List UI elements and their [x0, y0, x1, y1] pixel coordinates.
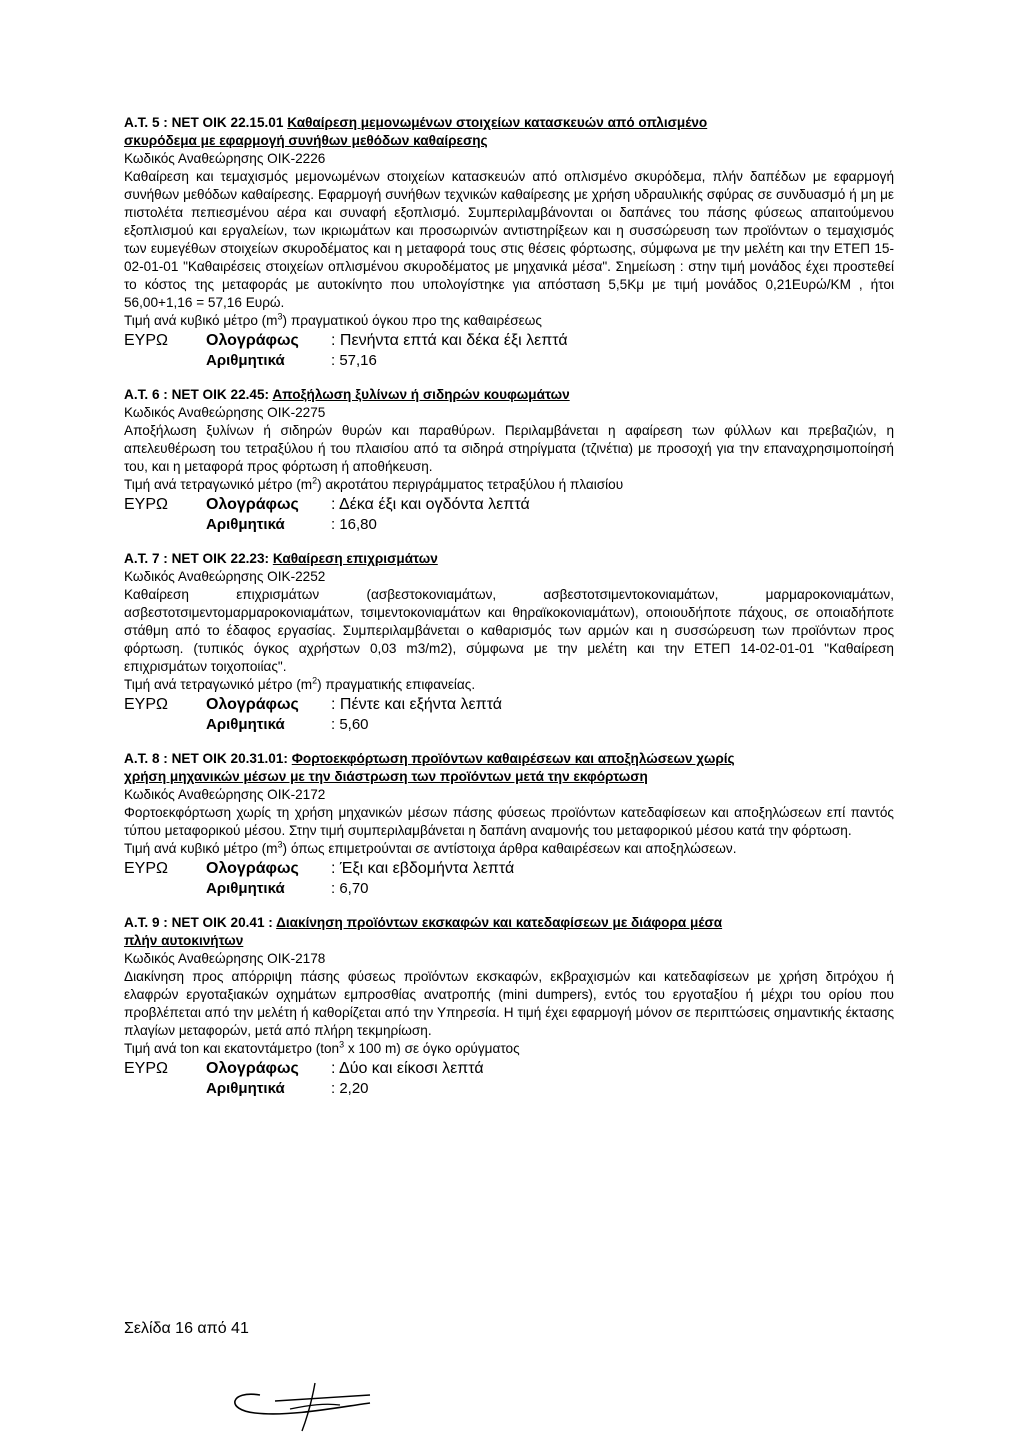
revision-code: Κωδικός Αναθεώρησης ΟΙΚ-2275: [124, 405, 326, 420]
unit-pre: Τιμή ανά κυβικό μέτρο (m: [124, 313, 278, 328]
unit-sup: 3: [277, 311, 283, 322]
item-title-cont: χρήση μηχανικών μέσων με την διάστρωση των προϊόντων μετά την εκφόρτωση: [124, 769, 648, 784]
item-description: Καθαίρεση και τεμαχισμός μεμονωμένων στοιχείων κατασκευών από οπλισμένο σκυρόδεμα, πλήν δαπέδων με εφαρμογή συνήθων μεθόδων καθαίρεσης. Εφαρμογή συνήθων τεχνικών καθαίρεσης με χρήση υδραυλικής σφύρας σε συνδυασμό ή μη με πιστολέτα πεπιεσμένου αέρα και συναφή εξοπλισμό. Συμπεριλαμβάνονται οι δαπάνες του πάσης φύσεως απαιτούμενου εξοπλισμού και εργαλείων, των ικριωμάτων και προσωρινών αντιστηρίξεων και η συσσώρευση των προϊόντων ο τεμαχισμός των ευμεγέθων στοιχείων σκυροδέματος και η μεταφορά τους στις θέσεις φόρτωσης, σύμφωνα με την μελέτη και την ΕΤΕΠ 15-02-01-01 "Καθαιρέσεις στοιχείων οπλισμένου σκυροδέματος με μηχανικά μέσα". Σημείωση : στην τιμή μονάδος έχει προστεθεί το κόστος της μεταφοράς με αυτοκίνητο που υπολογίστηκε για απόσταση 5,5Κμ με τιμή μονάδος 0,21Ευρώ/ΚΜ , ήτοι 56,00+1,16 = 57,16 Ευρώ.: [124, 169, 894, 310]
unit-sup: 2: [312, 675, 318, 686]
number-value: : 5,60: [331, 716, 369, 733]
item-title: Διακίνηση προϊόντων εκσκαφών και κατεδαφίσεων με διάφορα μέσα: [276, 915, 723, 930]
words-label: Ολογράφως: [206, 332, 299, 349]
words-label: Ολογράφως: [206, 1060, 299, 1077]
number-label: Αριθμητικά: [206, 1080, 285, 1097]
price-number-row: [124, 880, 894, 898]
item-description: Αποξήλωση ξυλίνων ή σιδηρών θυρών και παραθύρων. Περιλαμβάνεται η αφαίρεση των φύλλων και πρεβαζιών, η απελευθέρωση του τετραξύλου ή του πλαισίου από τα σιδηρά στηρίγματα (τζινέτια) με προσοχή για την επαναχρησιμοποίησή του, και η μεταφορά προς φόρτωση ή αποθήκευση.: [124, 423, 894, 474]
unit-line: [124, 312, 894, 330]
document-body: [124, 114, 894, 1114]
words-label: Ολογράφως: [206, 496, 299, 513]
revision-code: Κωδικός Αναθεώρησης ΟΙΚ-2172: [124, 787, 326, 802]
item-title: Φορτοεκφόρτωση προϊόντων καθαιρέσεων και αποξηλώσεων χωρίς: [291, 751, 735, 766]
unit-post: ) πραγματικής επιφανείας.: [317, 677, 476, 692]
item-heading: [124, 914, 894, 950]
words-label: Ολογράφως: [206, 860, 299, 877]
words-label: Ολογράφως: [206, 696, 299, 713]
item-title-cont: σκυρόδεμα με εφαρμογή συνήθων μεθόδων καθαίρεσης: [124, 133, 488, 148]
price-number-row: [124, 1080, 894, 1098]
price-item: [124, 914, 894, 1098]
number-value: : 16,80: [331, 516, 377, 533]
unit-pre: Τιμή ανά ton και εκατοντάμετρο (ton: [124, 1041, 340, 1056]
unit-sup: 3: [339, 1039, 345, 1050]
item-heading: [124, 550, 894, 568]
currency-label: ΕΥΡΩ: [124, 1060, 168, 1077]
item-description: Φορτοεκφόρτωση χωρίς τη χρήση μηχανικών μέσων πάσης φύσεως προϊόντων κατεδαφίσεων και αποξηλώσεων επί παντός τύπου μεταφορικού μέσου. Στην τιμή συμπεριλαμβάνεται η δαπάνη αναμονής του μεταφορικού μέσου κατά την φόρτωση.: [124, 805, 894, 838]
item-description: Διακίνηση προς απόρριψη πάσης φύσεως προϊόντων εκσκαφών, εκβραχισμών και κατεδαφίσεων με χρήση διτρόχου ή ελαφρών εργοταξιακών οχημάτων εμπροσθίας ανατροπής (mini dumpers), εντός του εργοταξίου ή μέχρι του ορίου που προβλέπεται από την μελέτη ή καθορίζεται από την Υπηρεσία. Η τιμή έχει εφαρμογή μόνον σε περιπτώσεις σημαντικής έκτασης πλαγίων μεταφορών, μετά από πλήρη τεκμηρίωση.: [124, 969, 894, 1038]
number-label: Αριθμητικά: [206, 352, 285, 369]
price-item: [124, 750, 894, 898]
unit-pre: Τιμή ανά κυβικό μέτρο (m: [124, 841, 278, 856]
revision-code: Κωδικός Αναθεώρησης ΟΙΚ-2226: [124, 151, 326, 166]
number-label: Αριθμητικά: [206, 716, 285, 733]
item-description: Καθαίρεση επιχρισμάτων (ασβεστοκονιαμάτων, ασβεστοτσιμεντοκονιαμάτων, μαρμαροκονιαμάτων, ασβεστοτσιμεντομαρμαροκονιαμάτων, τσιμεντοκονιαμάτων και θηραϊκοκονιαμάτων), οποιουδήποτε πάχους, σε οποιαδήποτε στάθμη από το έδαφος εργασίας. Συμπεριλαμβάνεται ο καθαρισμός των αρμών και η συσσώρευση των προϊόντων προς φόρτωση. (τυπικός όγκος αχρήστων 0,03 m3/m2), σύμφωνα με την μελέτη και την ΕΤΕΠ 14-02-01-01 "Καθαίρεση επιχρισμάτων τοιχοποιίας".: [124, 587, 894, 674]
words-value: : Πενήντα επτά και δέκα έξι λεπτά: [331, 332, 568, 349]
price-number-row: [124, 352, 894, 370]
currency-label: ΕΥΡΩ: [124, 696, 168, 713]
words-value: : Πέντε και εξήντα λεπτά: [331, 696, 503, 713]
item-title: Καθαίρεση μεμονωμένων στοιχείων κατασκευών από οπλισμένο: [287, 115, 708, 130]
price-number-row: [124, 516, 894, 534]
unit-post: ) ακροτάτου περιγράμματος τετραξύλου ή πλαισίου: [317, 477, 624, 492]
unit-pre: Τιμή ανά τετραγωνικό μέτρο (m: [124, 477, 313, 492]
item-code: Α.Τ. 9 : ΝΕΤ ΟΙΚ 20.41 :: [124, 915, 273, 930]
item-title: Αποξήλωση ξυλίνων ή σιδηρών κουφωμάτων: [272, 387, 570, 402]
unit-line: [124, 1040, 894, 1058]
number-value: : 6,70: [331, 880, 369, 897]
currency-label: ΕΥΡΩ: [124, 860, 168, 877]
unit-sup: 3: [277, 839, 283, 850]
unit-line: [124, 476, 894, 494]
unit-line: [124, 840, 894, 858]
words-value: : Δύο και είκοσι λεπτά: [331, 1060, 484, 1077]
words-value: : Δέκα έξι και ογδόντα λεπτά: [331, 496, 530, 513]
item-heading: [124, 386, 894, 404]
page-number: Σελίδα 16 από 41: [124, 1320, 249, 1337]
unit-post: ) πραγματικού όγκου προ της καθαιρέσεως: [282, 313, 542, 328]
item-code: Α.Τ. 7 : ΝΕΤ ΟΙΚ 22.23:: [124, 551, 270, 566]
item-heading: [124, 114, 894, 150]
currency-label: ΕΥΡΩ: [124, 332, 168, 349]
words-value: : Έξι και εβδομήντα λεπτά: [331, 860, 515, 877]
price-words-row: [124, 696, 894, 714]
revision-code: Κωδικός Αναθεώρησης ΟΙΚ-2178: [124, 951, 326, 966]
item-title: Καθαίρεση επιχρισμάτων: [272, 551, 438, 566]
unit-post: x 100 m) σε όγκο ορύγματος: [344, 1041, 520, 1056]
price-item: [124, 550, 894, 734]
unit-pre: Τιμή ανά τετραγωνικό μέτρο (m: [124, 677, 313, 692]
currency-label: ΕΥΡΩ: [124, 496, 168, 513]
item-heading: [124, 750, 894, 786]
price-words-row: [124, 1060, 894, 1078]
item-code: Α.Τ. 8 : ΝΕΤ ΟΙΚ 20.31.01:: [124, 751, 288, 766]
item-code: Α.Τ. 6 : ΝΕΤ ΟΙΚ 22.45:: [124, 387, 270, 402]
item-code: Α.Τ. 5 : ΝΕΤ ΟΙΚ 22.15.01: [124, 115, 284, 130]
number-value: : 57,16: [331, 352, 377, 369]
signature-image: [220, 1365, 400, 1435]
price-item: [124, 386, 894, 534]
revision-code: Κωδικός Αναθεώρησης ΟΙΚ-2252: [124, 569, 326, 584]
price-words-row: [124, 332, 894, 350]
price-words-row: [124, 860, 894, 878]
number-label: Αριθμητικά: [206, 880, 285, 897]
price-words-row: [124, 496, 894, 514]
number-value: : 2,20: [331, 1080, 369, 1097]
price-number-row: [124, 716, 894, 734]
unit-sup: 2: [312, 475, 318, 486]
unit-post: ) όπως επιμετρούνται σε αντίστοιχα άρθρα καθαιρέσεων και αποξηλώσεων.: [282, 841, 737, 856]
item-title-cont: πλήν αυτοκινήτων: [124, 933, 244, 948]
price-item: [124, 114, 894, 370]
unit-line: [124, 676, 894, 694]
number-label: Αριθμητικά: [206, 516, 285, 533]
